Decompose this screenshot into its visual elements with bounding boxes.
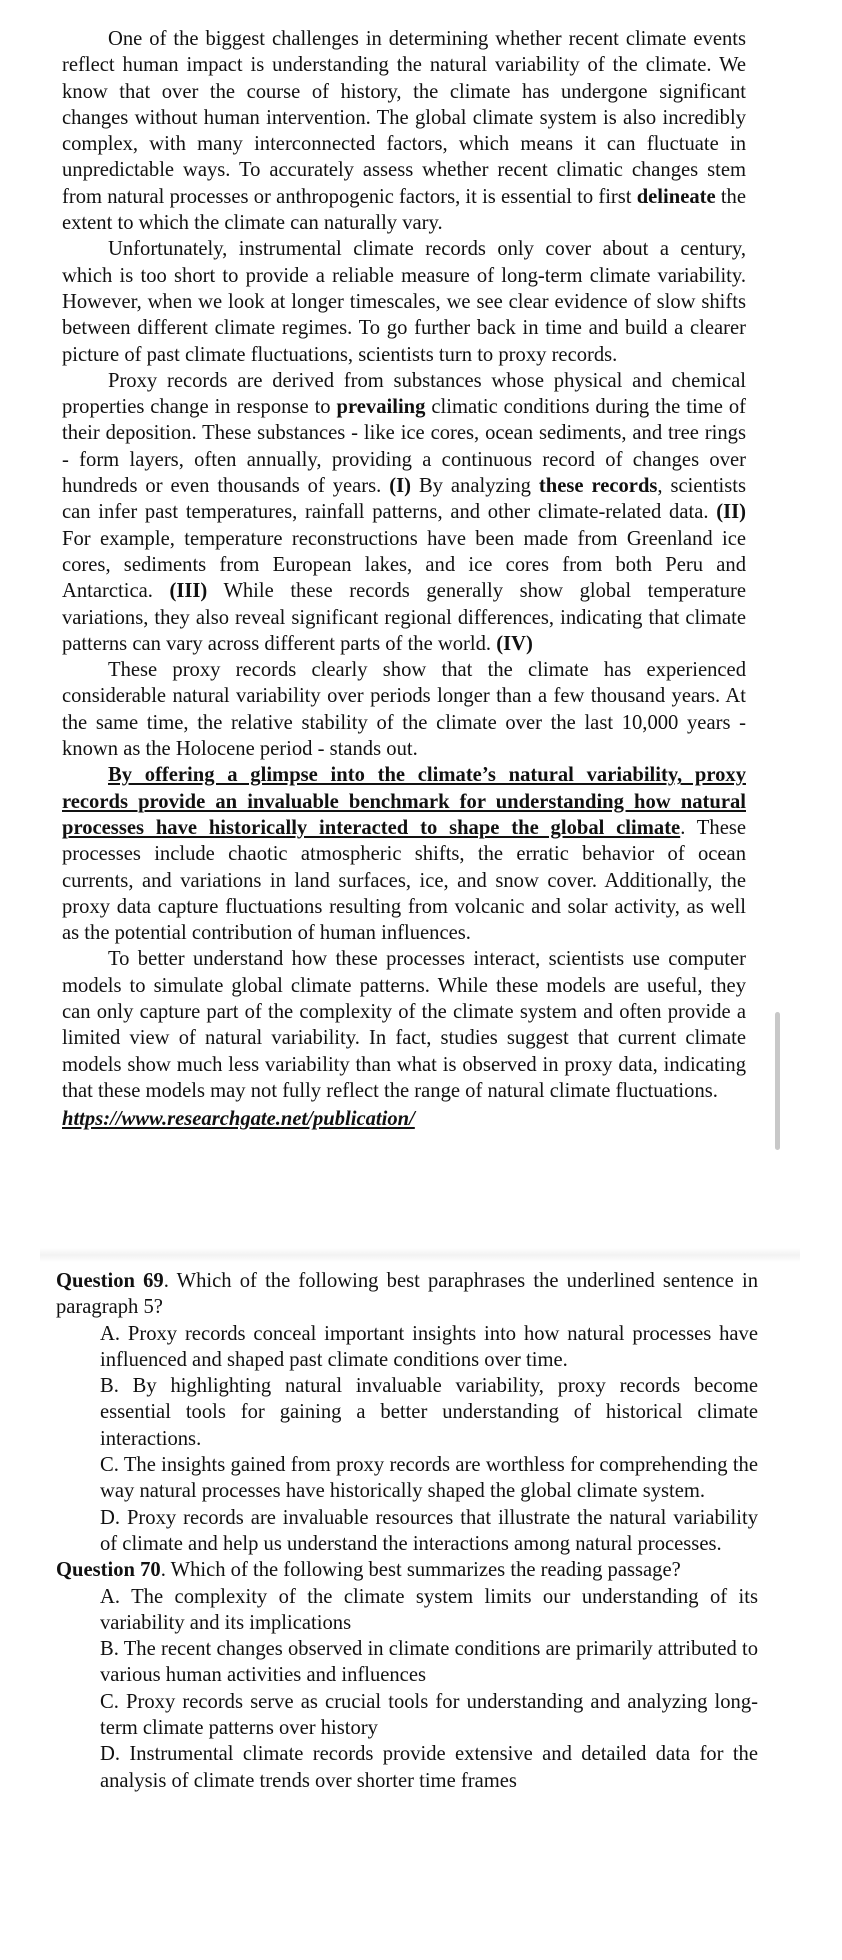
option-b[interactable]: B. The recent changes observed in climate conditions are primarily attributed to various human activities and influences — [100, 1638, 758, 1687]
paragraph-6: To better understand how these processes interact, scientists use computer models to simulate global climate patterns. While these models are useful, they can only capture part of the complexity of the climate system and often provide a limited view of natural variability. In fact, studies suggest that current climate models show much less variability than what is observed in proxy data, indicating that these models may not fully reflect the range of natural climate fluctuations. — [62, 948, 746, 1102]
question-stem: Question 70. Which of the following best summarizes the reading passage? — [56, 1559, 681, 1582]
scrollbar-thumb[interactable] — [775, 1012, 780, 1150]
position-marker-iii: (III) — [169, 580, 208, 603]
question-stem: Question 69. Which of the following best paraphrases the underlined sentence in paragraph 5? — [56, 1270, 759, 1319]
option-d[interactable]: D. Proxy records are invaluable resources that illustrate the natural variability of climate and help us understand the interactions among natural processes. — [100, 1506, 758, 1555]
section-divider — [40, 1248, 800, 1262]
source-link[interactable]: https://www.researchgate.net/publication/ — [62, 1108, 415, 1131]
paragraph-4: These proxy records clearly show that the climate has experienced considerable natural variability over periods longer than a few thousand years. At the same time, the relative stability of the climate over the last 10,000 years - known as the Holocene period - stands out. — [62, 659, 746, 761]
question-number: Question 69 — [56, 1270, 164, 1292]
question-number: Question 70 — [56, 1559, 161, 1582]
paragraph-2: Unfortunately, instrumental climate records only cover about a century, which is too short to provide a reliable measure of long-term climate variability. However, when we look at longer timescales, we see clear evidence of slow shifts between different climate regimes. To go further back in time and build a clearer picture of past climate fluctuations, scientists turn to proxy records. — [62, 238, 746, 366]
highlighted-word: delineate — [636, 185, 716, 208]
highlighted-phrase: these records — [538, 475, 658, 498]
paragraph-3: Proxy records are derived from substances whose physical and chemical properties change in response to prevailing climatic conditions during the time of their deposition. These substances - like ice cores, ocean sediments, and tree rings - form layers, often annually, providing a continuous record of changes over hundreds or even thousands of years. (I) By analyzing these records, scientists can infer past temperatures, rainfall patterns, and other climate-related data. (II) For example, temperature reconstructions have been made from Greenland ice cores, sediments from European lakes, and ice cores from both Peru and Antarctica. (III) While these records generally show global temperature variations, they also reveal significant regional differences, indicating that climate patterns can vary across different parts of the world. (IV) — [62, 369, 747, 655]
paragraph-5: By offering a glimpse into the climate’s natural variability, proxy records provide an invaluable benchmark for understanding how natural processes have historically interacted to shape the global climate. These processes include chaotic atmospheric shifts, the erratic behavior of ocean currents, and variations in land surfaces, ice, and snow cover. Additionally, the proxy data capture fluctuations resulting from volcanic and solar activity, as well as the potential contribution of human influences. — [62, 764, 746, 945]
reading-passage — [62, 26, 746, 1132]
option-b[interactable]: B. By highlighting natural invaluable variability, proxy records become essential tools for gaining a better understanding of historical climate interactions. — [100, 1375, 758, 1450]
question-list — [56, 1268, 758, 1794]
option-c[interactable]: C. The insights gained from proxy records are worthless for comprehending the way natural processes have historically shaped the global climate system. — [100, 1454, 758, 1503]
option-a[interactable]: A. Proxy records conceal important insights into how natural processes have influenced and shaped past climate conditions over time. — [100, 1322, 758, 1371]
position-marker-i: (I) — [389, 475, 412, 498]
question-70 — [56, 1557, 758, 1794]
question-69 — [56, 1268, 758, 1557]
highlighted-word: prevailing — [336, 396, 426, 419]
option-a[interactable]: A. The complexity of the climate system limits our understanding of its variability and its implications — [100, 1585, 758, 1634]
paragraph-1: One of the biggest challenges in determining whether recent climate events reflect human impact is understanding the natural variability of the climate. We know that over the course of history, the climate has undergone significant changes without human intervention. The global climate system is also incredibly complex, with many interconnected factors, which means it can fluctuate in unpredictable ways. To accurately assess whether recent climatic changes stem from natural processes or anthropogenic factors, it is essential to first delineate the extent to which the climate can naturally vary. — [62, 28, 746, 235]
position-marker-iv: (IV) — [496, 632, 533, 655]
option-c[interactable]: C. Proxy records serve as crucial tools for understanding and analyzing long-term climate patterns over history — [100, 1690, 758, 1740]
underlined-sentence: By offering a glimpse into the climate’s natural variability, proxy records provide an invaluable benchmark for understanding how natural processes have historically interacted to shape the global climate — [62, 764, 746, 839]
position-marker-ii: (II) — [716, 501, 746, 524]
option-d[interactable]: D. Instrumental climate records provide extensive and detailed data for the analysis of climate trends over shorter time frames — [100, 1743, 758, 1792]
